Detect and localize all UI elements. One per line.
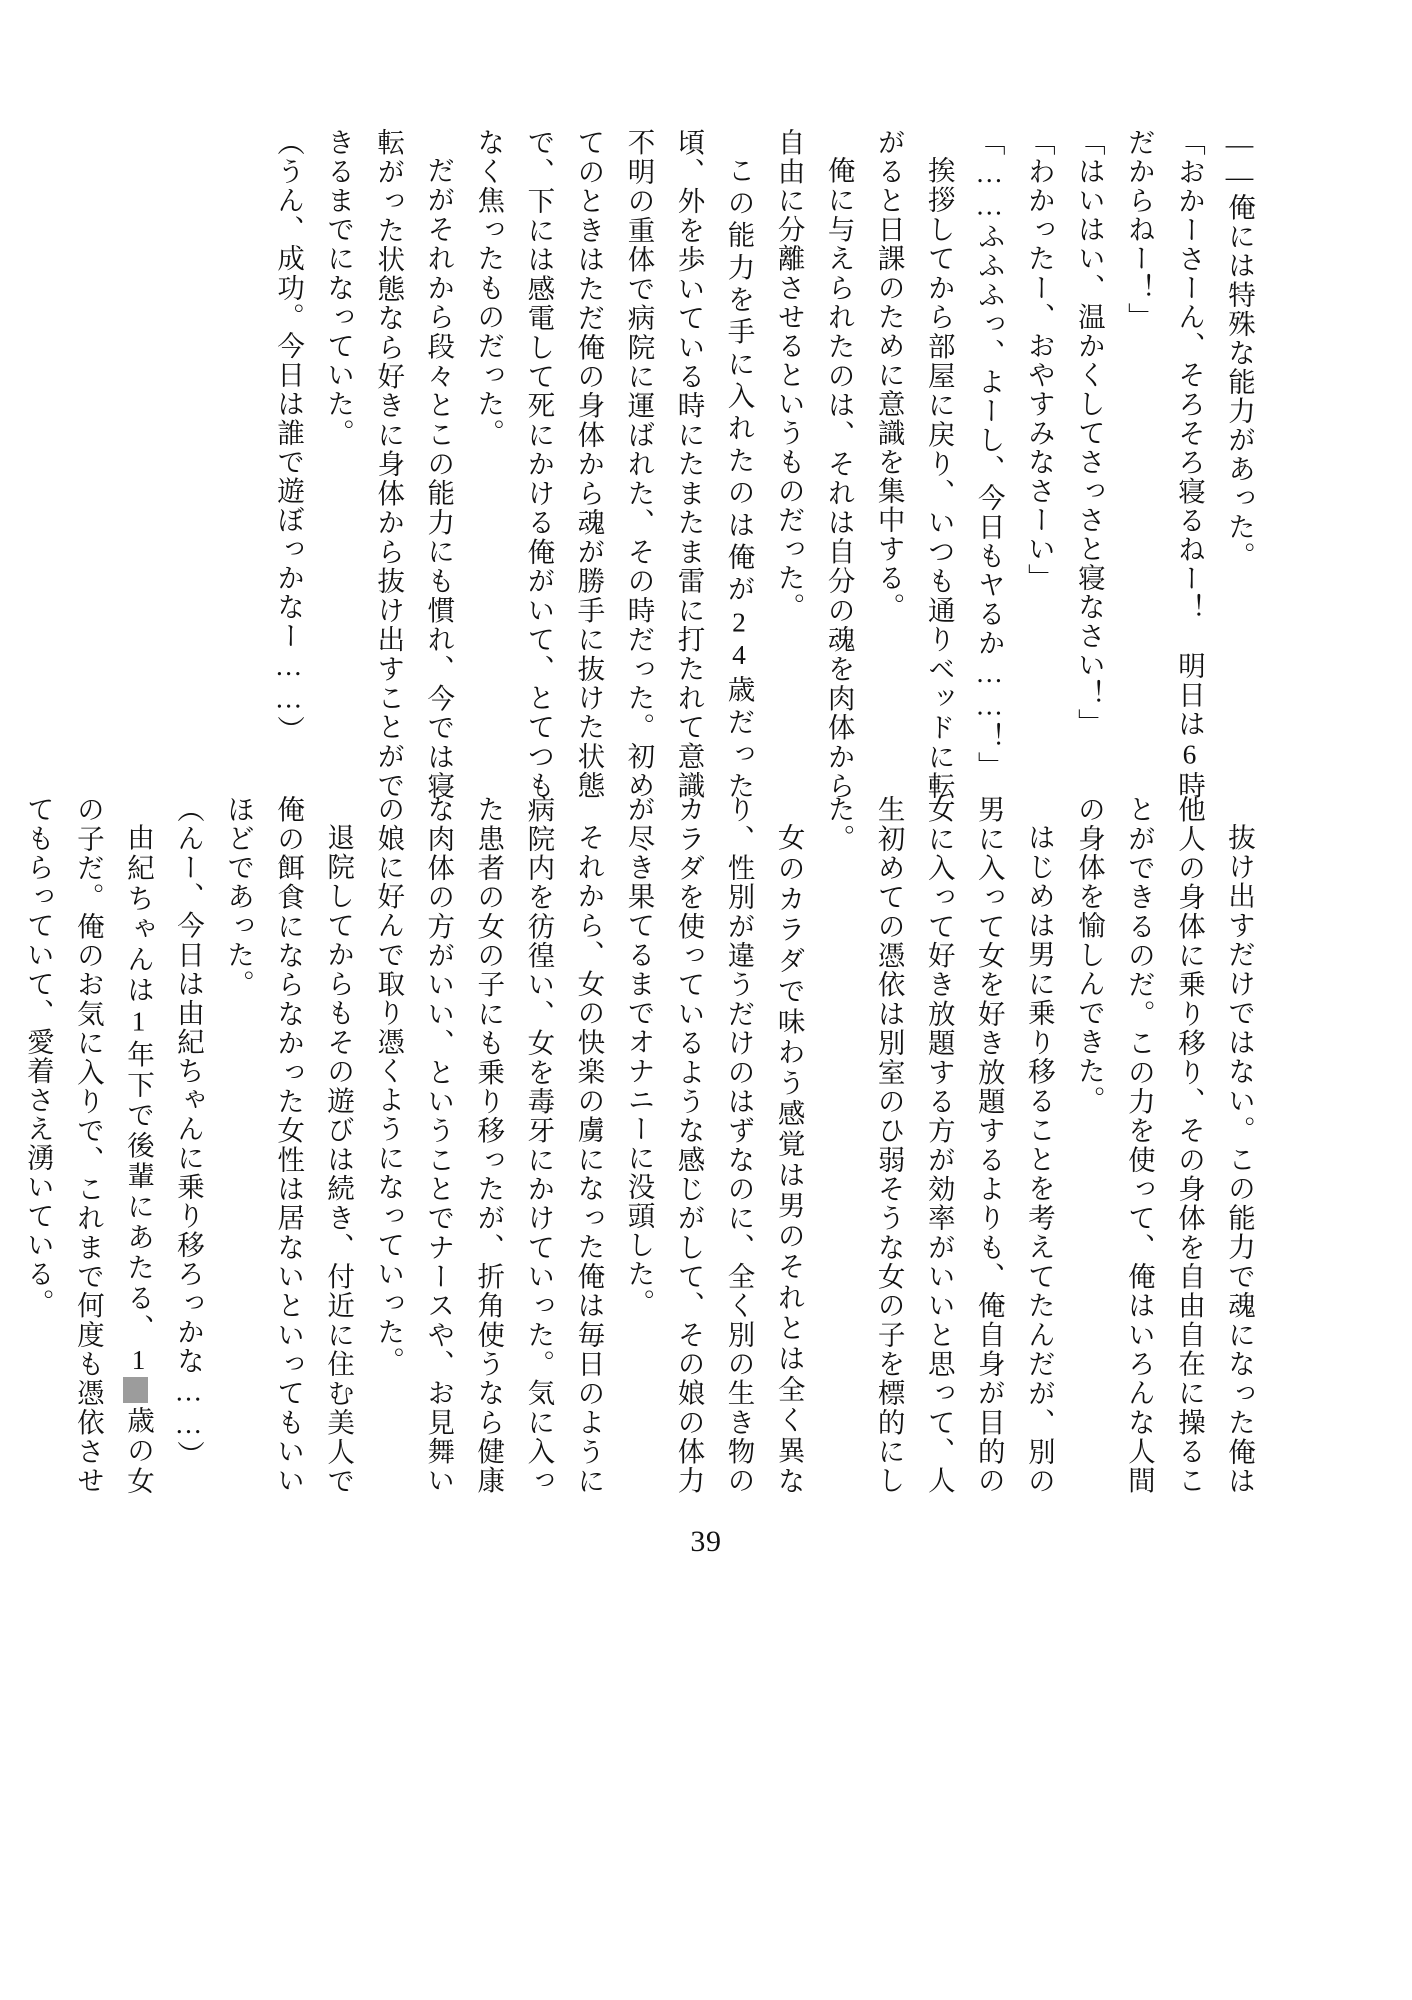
paragraph: 「わかったー、おやすみなさーい」 (1023, 128, 1055, 593)
paragraph: ――俺には特殊な能力があった。 (1224, 128, 1255, 571)
paragraph: 「おかーさーん、そろそろ寝るねー！ 明日は6時だからねー！」 (1123, 128, 1205, 800)
paragraph: この能力を手に入れたのは俺が24歳だった頃、外を歩いている時にたまたま雷に打たれて意識不明の重体で病院に運ばれた、その時だった。初めてのときはただ俺の身体から魂が勝手に抜けた状態で、下には感電して死にかける俺がいて、とてつもなく焦ったものだった。 (473, 128, 755, 800)
body-text-block-lower (22, 795, 1264, 1495)
paragraph: 俺に与えられたのは、それは自分の魂を肉体から自由に分離させるというものだった。 (773, 128, 855, 800)
paragraph: 由紀ちゃんは1年下で後輩にあたる、1歳の女の子だ。俺のお気に入りで、これまで何度も憑依させてもらっていて、愛着さえ湧いている。 (22, 795, 154, 1495)
paragraph: 「……ふふふっ、よーし、今日もヤるか……！」 (973, 128, 1005, 781)
paragraph: 「はいはい、温かくしてさっさと寝なさい！」 (1073, 128, 1105, 738)
body-text-block-upper (244, 128, 1264, 800)
paragraph: 抜け出すだけではない。この能力で魂になった俺は他人の身体に乗り移り、その身体を自由自在に操ることができるのだ。この力を使って、俺はいろんな人間の身体を愉しんできた。 (1073, 795, 1255, 1495)
paragraph: （うん、成功。今日は誰で遊ぼっかなー……） (273, 128, 305, 745)
paragraph: 退院してからもその遊びは続き、付近に住む美人で俺の餌食にならなかった女性は居ないといってもいいほどであった。 (223, 795, 355, 1495)
page-number: 39 (690, 1525, 722, 1558)
paragraph: 挨拶してから部屋に戻り、いつも通りベッドに転がると日課のために意識を集中する。 (873, 128, 955, 800)
paragraph: はじめは男に乗り移ることを考えてたんだが、別の男に入って女を好き放題するよりも、俺自身が目的の女に入って好き放題する方が効率がいいと思って、人生初めての憑依は別室のひ弱そうな女の子を標的にした。 (823, 795, 1055, 1495)
paragraph: それから、女の快楽の虜になった俺は毎日のように病院内を彷徨い、女を毒牙にかけていった。気に入った患者の女の子にも乗り移ったが、折角使うなら健康な肉体の方がいい、ということでナースや、お見舞いの娘に好んで取り憑くようになっていった。 (373, 795, 605, 1495)
paragraph: （んー、今日は由紀ちゃんに乗り移ろっかな……） (173, 795, 205, 1470)
paragraph: 女のカラダで味わう感覚は男のそれとは全く異なり、性別が違うだけのはずなのに、全く別の生き物のカラダを使っているような感じがして、その娘の体力が尽き果てるまでオナニーに没頭した。 (623, 795, 805, 1495)
paragraph: だがそれから段々とこの能力にも慣れ、今では寝転がった状態なら好きに身体から抜け出すことができるまでになっていた。 (323, 128, 455, 800)
redacted-character (123, 1377, 148, 1402)
